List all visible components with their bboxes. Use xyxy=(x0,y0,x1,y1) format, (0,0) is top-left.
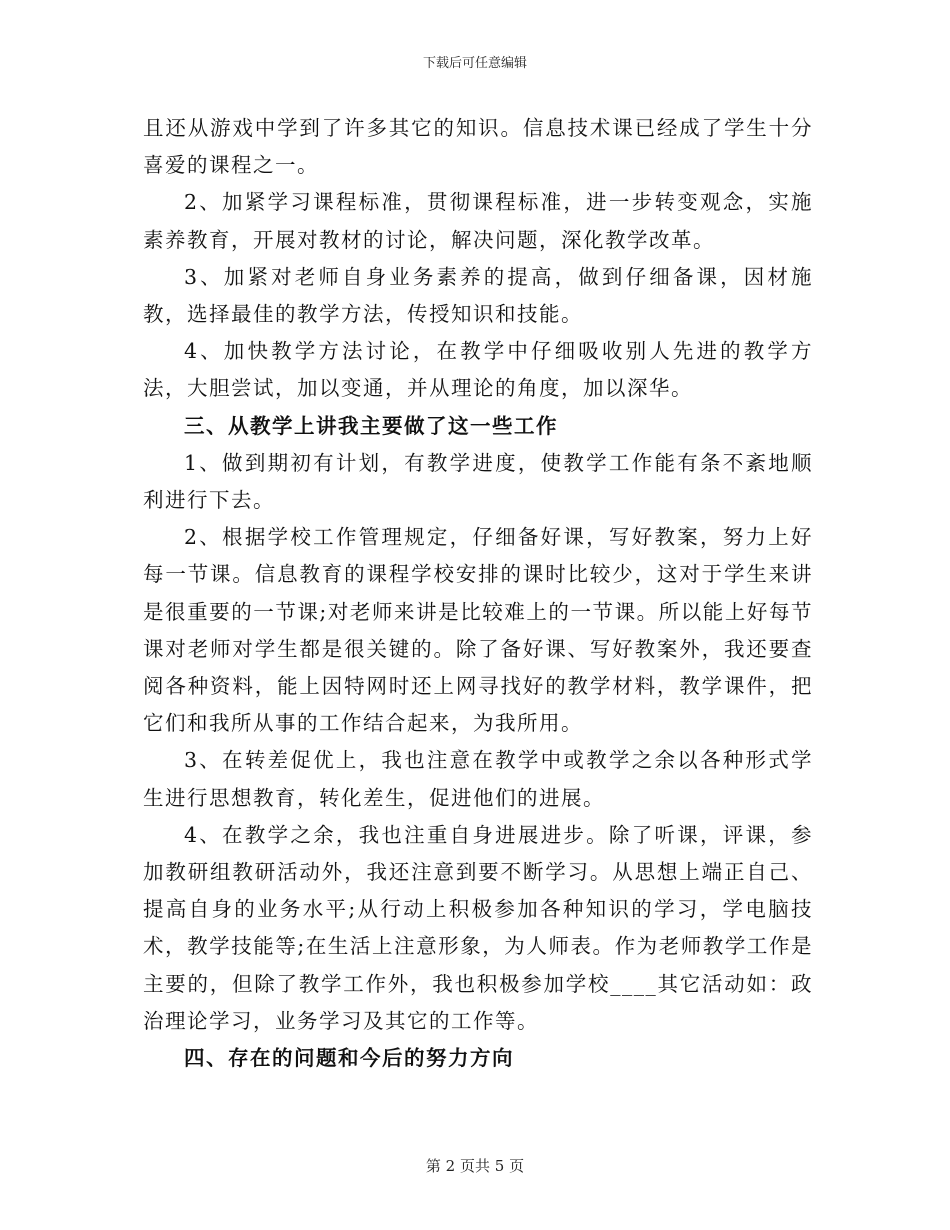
page-footer: 第 2 页共 5 页 xyxy=(425,1157,525,1175)
document-body xyxy=(143,110,813,1077)
paragraph: 2、加紧学习课程标准，贯彻课程标准，进一步转变观念，实施素养教育，开展对教材的讨论，解决问题，深化教学改革。 xyxy=(143,190,813,252)
paragraph: 4、加快教学方法讨论，在教学中仔细吸收别人先进的教学方法，大胆尝试，加以变通，并从理论的角度，加以深华。 xyxy=(143,339,813,401)
paragraph: 4、在教学之余，我也注重自身进展进步。除了听课，评课，参加教研组教研活动外，我还注意到要不断学习。从思想上端正自己、提高自身的业务水平;从行动上积极参加各种知识的学习，学电脑技术，教学技能等;在生活上注意形象，为人师表。作为老师教学工作是主要的，但除了教学工作外，我也积极参加学校____其它活动如：政治理论学习，业务学习及其它的工作等。 xyxy=(143,822,813,1033)
page-header: 下载后可任意编辑 xyxy=(422,56,527,71)
section-heading: 三、从教学上讲我主要做了这一些工作 xyxy=(184,413,558,438)
section-heading: 四、存在的问题和今后的努力方向 xyxy=(184,1046,514,1071)
paragraph: 1、做到期初有计划，有教学进度，使教学工作能有条不紊地顺利进行下去。 xyxy=(143,450,813,513)
paragraph: 3、在转差促优上，我也注意在教学中或教学之余以各种形式学生进行思想教育，转化差生，促进他们的进展。 xyxy=(143,748,813,810)
paragraph: 3、加紧对老师自身业务素养的提高，做到仔细备课，因材施教，选择最佳的教学方法，传授知识和技能。 xyxy=(143,264,813,327)
paragraph: 2、根据学校工作管理规定，仔细备好课，写好教案，努力上好每一节课。信息教育的课程学校安排的课时比较少，这对于学生来讲是很重要的一节课;对老师来讲是比较难上的一节课。所以能上好每节课对老师对学生都是很关键的。除了备好课、写好教案外，我还要查阅各种资料，能上因特网时还上网寻找好的教学材料，教学课件，把它们和我所从事的工作结合起来，为我所用。 xyxy=(143,525,813,736)
paragraph: 且还从游戏中学到了许多其它的知识。信息技术课已经成了学生十分喜爱的课程之一。 xyxy=(143,116,813,178)
